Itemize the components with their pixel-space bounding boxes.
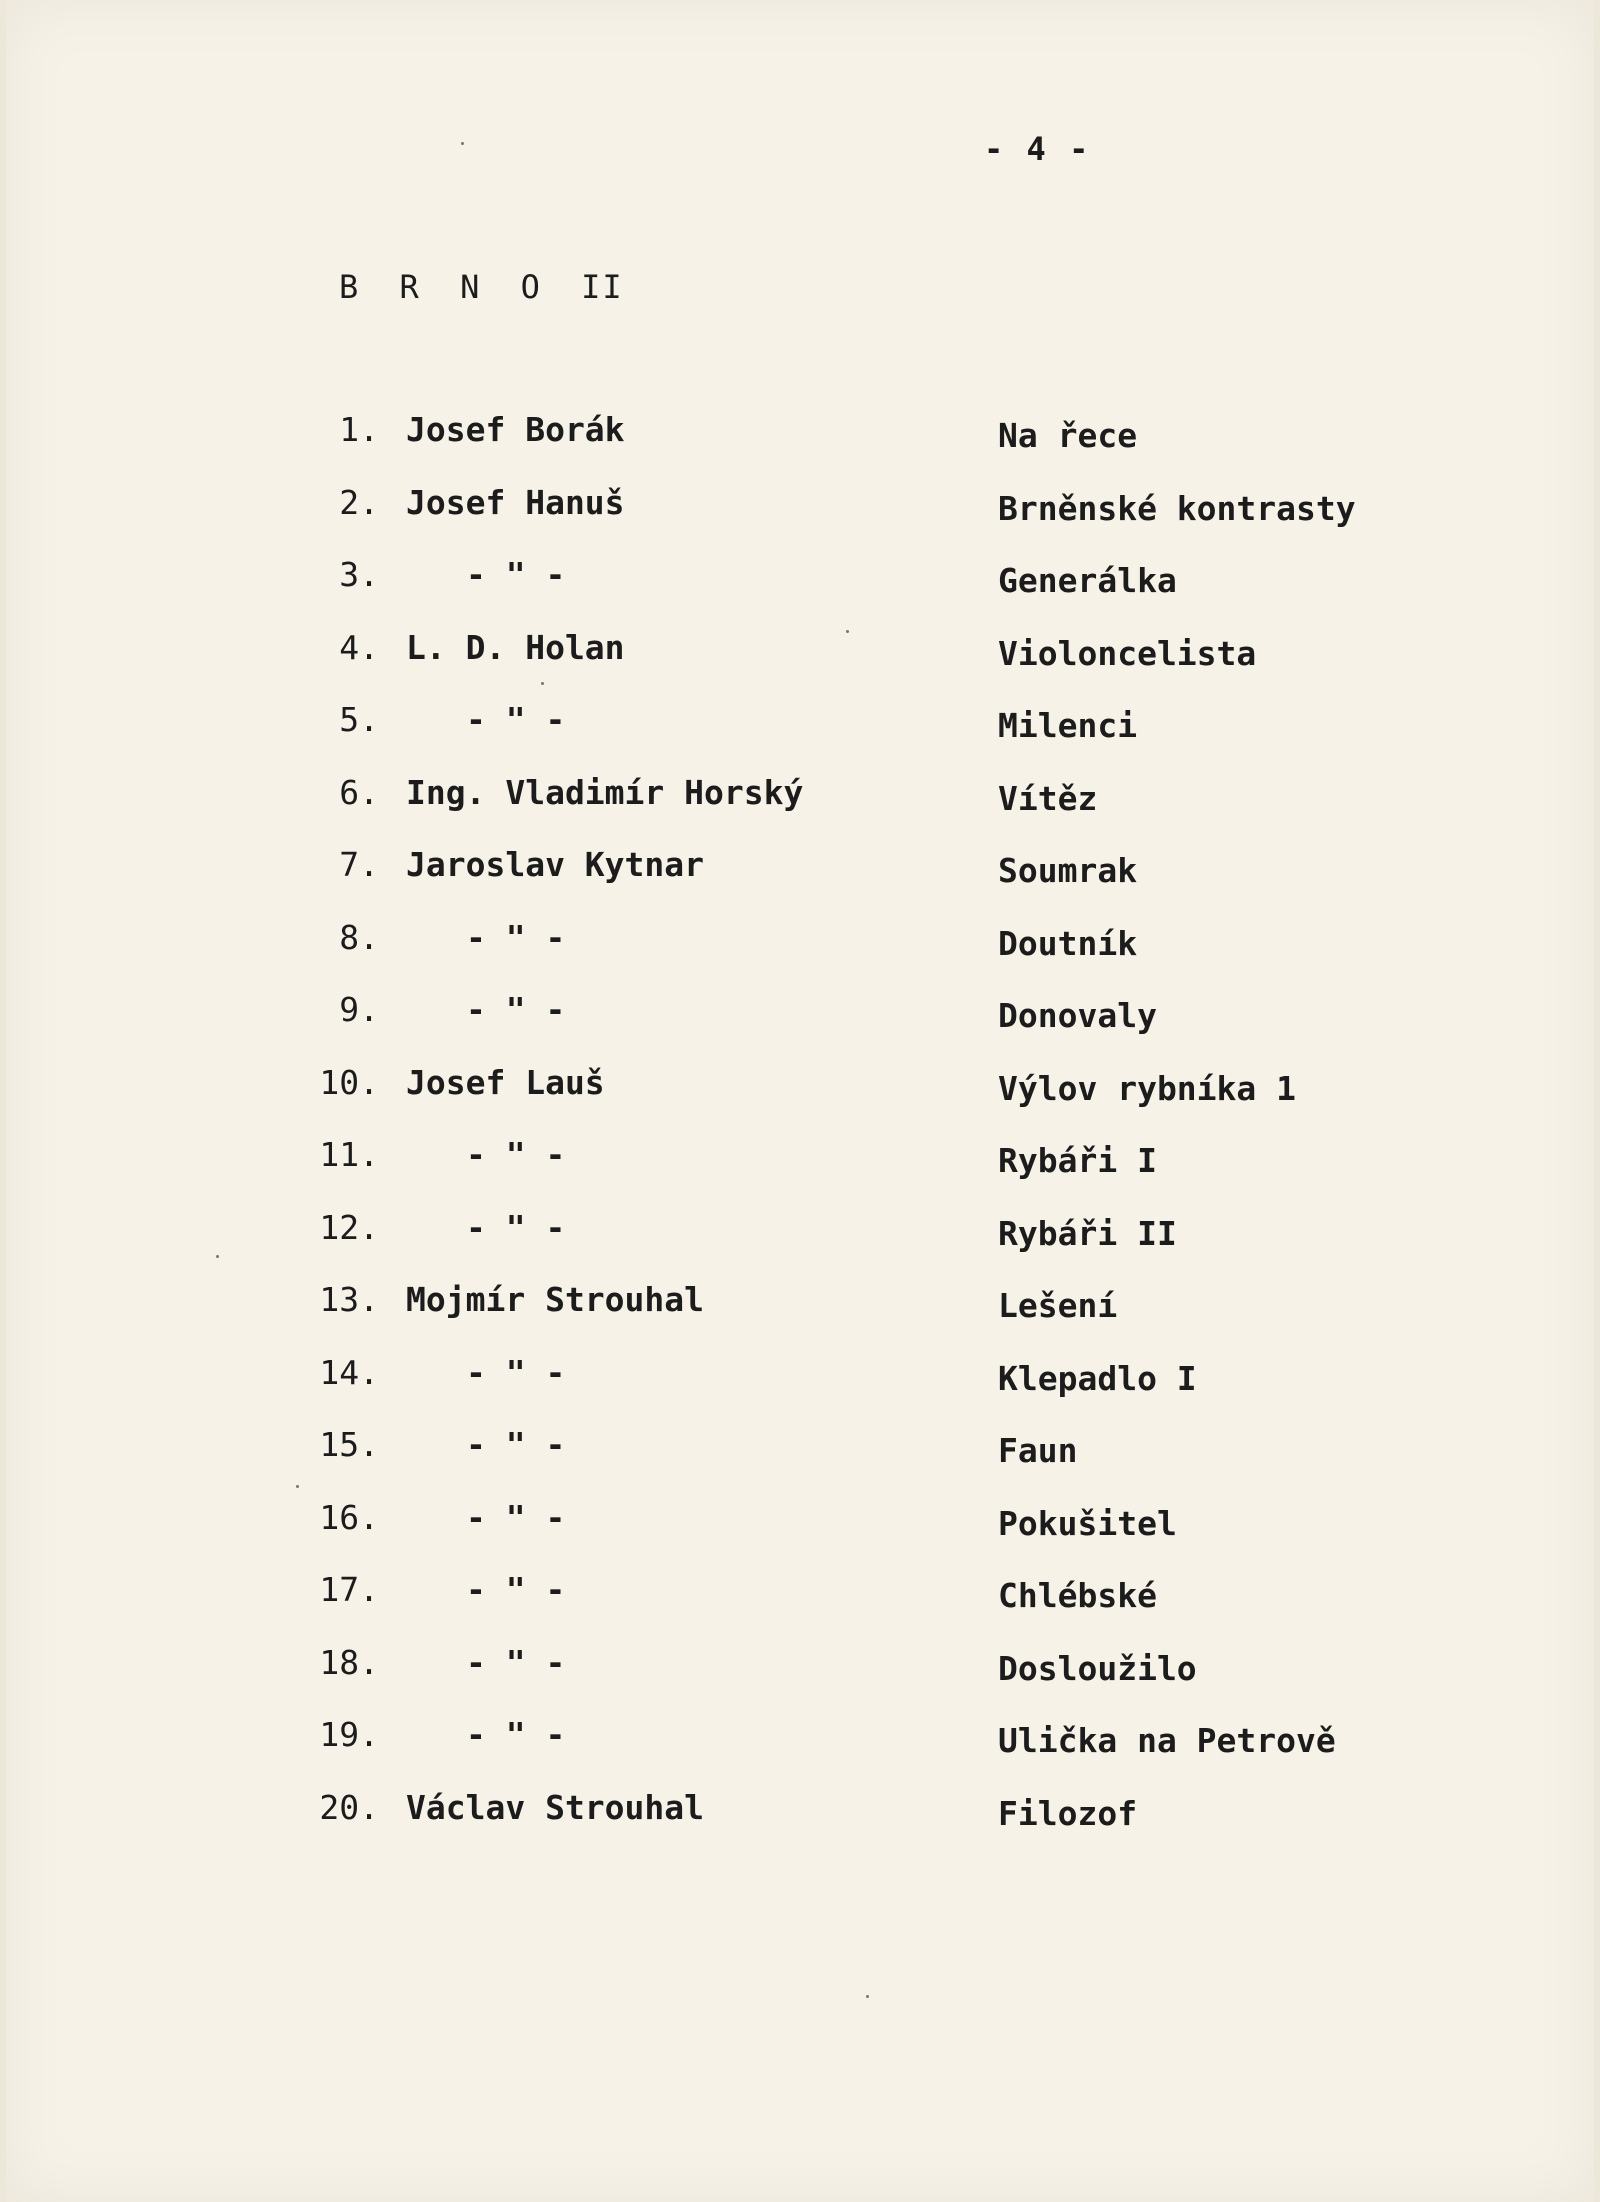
entry-title: Chlébské — [998, 1576, 1157, 1615]
entry-number: 7. — [339, 845, 379, 884]
entry-author: - " - — [466, 1425, 566, 1464]
entry-number: 11. — [319, 1135, 379, 1174]
entry-title: Filozof — [998, 1793, 1138, 1833]
entry-number: 6. — [339, 772, 379, 812]
list-item — [6, 1425, 1594, 1498]
entry-number: 19. — [319, 1715, 379, 1754]
entry-author: - " - — [466, 1207, 566, 1247]
list-item — [6, 1788, 1594, 1861]
entry-title: Generálka — [998, 561, 1177, 600]
list-item — [6, 1353, 1594, 1426]
paper-speck — [846, 630, 849, 633]
entry-title: Milenci — [998, 706, 1138, 745]
entry-number: 3. — [339, 555, 379, 594]
entry-author: Josef Hanuš — [406, 482, 625, 522]
list-item — [6, 628, 1594, 701]
list-item — [6, 700, 1594, 773]
entry-number: 2. — [339, 482, 379, 522]
entry-title: Vítěz — [998, 778, 1098, 818]
list-item — [6, 990, 1594, 1063]
entry-number: 16. — [319, 1497, 379, 1537]
entry-title: Violoncelista — [998, 633, 1257, 673]
list-item — [6, 845, 1594, 918]
entry-list — [6, 410, 1594, 1860]
entry-author: - " - — [466, 1135, 566, 1174]
typewritten-page — [6, 0, 1594, 2202]
list-item — [6, 1280, 1594, 1353]
list-item — [6, 483, 1594, 556]
entry-author: - " - — [466, 990, 566, 1029]
entry-author: - " - — [466, 917, 566, 957]
list-item — [6, 1135, 1594, 1208]
entry-number: 18. — [319, 1642, 379, 1682]
list-item — [6, 1715, 1594, 1788]
paper-speck — [541, 682, 544, 685]
entry-author: Václav Strouhal — [406, 1787, 705, 1827]
entry-author: Josef Borák — [406, 410, 625, 449]
entry-author: Josef Lauš — [406, 1062, 605, 1102]
entry-title: Klepadlo I — [998, 1358, 1197, 1398]
entry-number: 8. — [339, 917, 379, 957]
entry-number: 1. — [339, 410, 379, 449]
page-number: - 4 - — [984, 130, 1091, 168]
list-item — [6, 1570, 1594, 1643]
entry-title: Na řece — [998, 416, 1138, 455]
entry-author: Mojmír Strouhal — [406, 1280, 705, 1319]
paper-speck — [216, 1255, 219, 1258]
entry-number: 15. — [319, 1425, 379, 1464]
entry-author: - " - — [466, 1352, 566, 1392]
entry-title: Donovaly — [998, 996, 1157, 1035]
entry-author: - " - — [466, 1642, 566, 1682]
entry-number: 12. — [319, 1207, 379, 1247]
list-item — [6, 555, 1594, 628]
list-item — [6, 1643, 1594, 1716]
entry-title: Brněnské kontrasty — [998, 488, 1356, 528]
entry-author: - " - — [466, 1570, 566, 1609]
entry-number: 9. — [339, 990, 379, 1029]
entry-title: Dosloužilo — [998, 1648, 1197, 1688]
entry-title: Lešení — [998, 1286, 1118, 1325]
list-item — [6, 1063, 1594, 1136]
entry-title: Rybáři I — [998, 1141, 1157, 1180]
paper-speck — [866, 1995, 869, 1998]
entry-title: Výlov rybníka 1 — [998, 1068, 1297, 1108]
entry-author: - " - — [466, 1497, 566, 1537]
entry-number: 17. — [319, 1570, 379, 1609]
list-item — [6, 410, 1594, 483]
list-item — [6, 1208, 1594, 1281]
entry-number: 4. — [339, 627, 379, 667]
entry-title: Doutník — [998, 923, 1138, 963]
paper-speck — [461, 142, 464, 145]
entry-number: 20. — [319, 1787, 379, 1827]
section-title: B R N O II — [339, 268, 624, 306]
entry-title: Ulička na Petrově — [998, 1721, 1336, 1760]
entry-title: Rybáři II — [998, 1213, 1177, 1253]
entry-title: Faun — [998, 1431, 1078, 1470]
entry-title: Soumrak — [998, 851, 1138, 890]
entry-author: - " - — [466, 1715, 566, 1754]
list-item — [6, 1498, 1594, 1571]
entry-number: 14. — [319, 1352, 379, 1392]
entry-author: Ing. Vladimír Horský — [406, 772, 804, 812]
list-item — [6, 773, 1594, 846]
entry-number: 5. — [339, 700, 379, 739]
entry-number: 13. — [319, 1280, 379, 1319]
entry-author: Jaroslav Kytnar — [406, 845, 705, 884]
paper-speck — [296, 1485, 299, 1488]
entry-author: - " - — [466, 555, 566, 594]
entry-author: L. D. Holan — [406, 627, 625, 667]
entry-author: - " - — [466, 700, 566, 739]
entry-title: Pokušitel — [998, 1503, 1177, 1543]
entry-number: 10. — [319, 1062, 379, 1102]
list-item — [6, 918, 1594, 991]
